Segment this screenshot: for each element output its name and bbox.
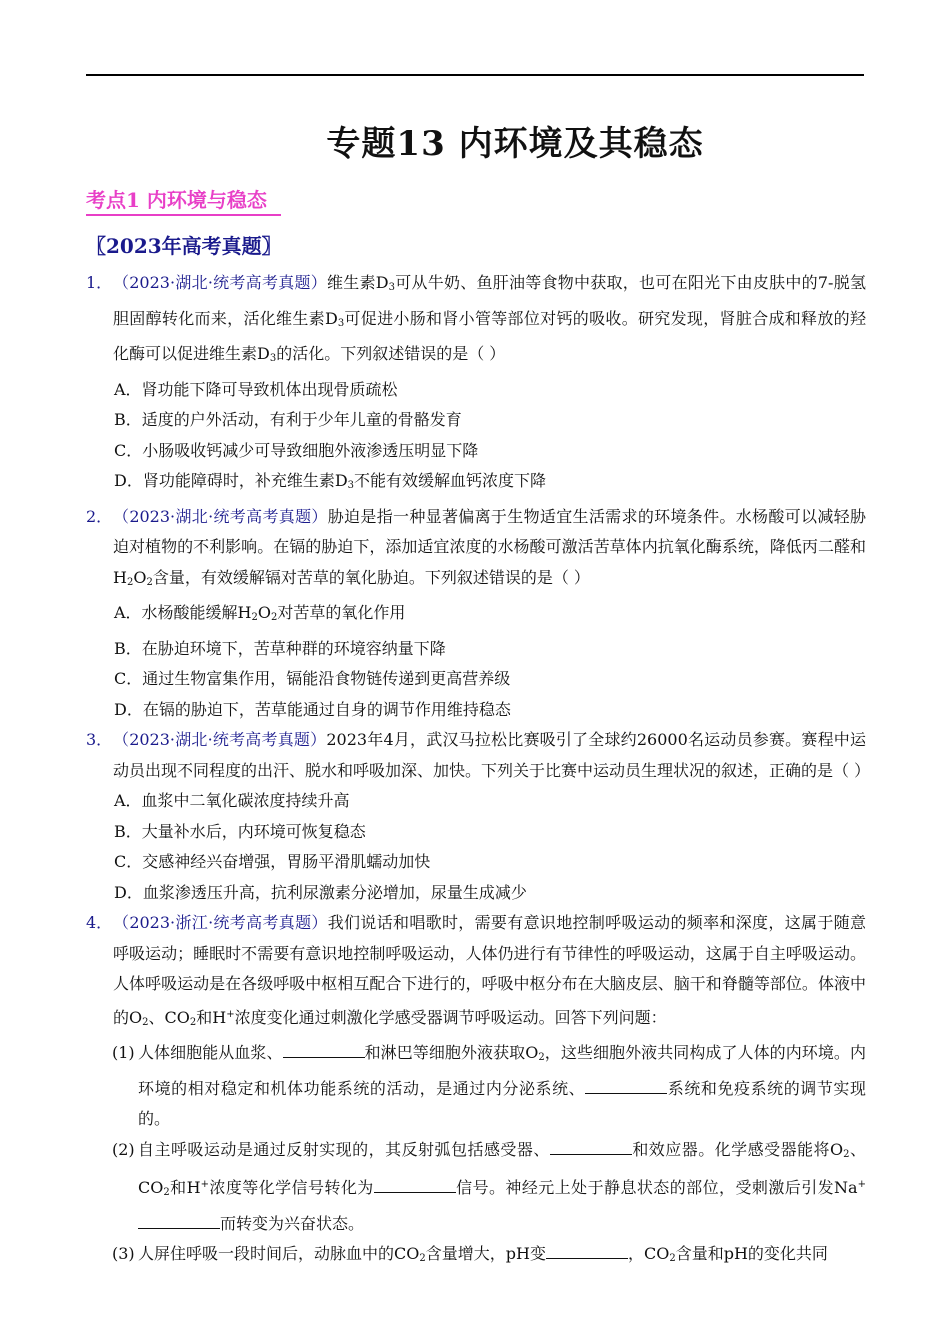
question-source: （2023·浙江·统考高考真题） — [113, 913, 328, 932]
option-c: C．通过生物富集作用，镉能沿食物链传递到更高营养级 — [114, 669, 511, 688]
question-text: 可促进小肠和肾小管等部位对钙的吸收。研究发现，肾脏合成和释放的羟化酶可以促进维生素D — [113, 308, 866, 363]
question-3 — [86, 725, 871, 786]
subscript: 2 — [126, 576, 134, 588]
superscript: + — [857, 1179, 866, 1190]
header-rule — [86, 74, 864, 76]
answer-blank[interactable] — [138, 1210, 220, 1229]
subscript: 2 — [843, 1148, 850, 1160]
subscript: 2 — [419, 1253, 426, 1264]
option-d: D．血浆渗透压升高，抗利尿激素分泌增加，尿量生成减少 — [114, 882, 527, 902]
sub-question-text: 浓度等化学信号转化为 — [208, 1178, 374, 1197]
subscript: 2 — [271, 612, 278, 623]
subscript: 3 — [388, 282, 395, 293]
sub-question-1 — [86, 1038, 866, 1135]
subscript: 2 — [251, 612, 258, 623]
option-text: A．水杨酸能缓解H — [114, 603, 252, 622]
option-b: B．适度的户外活动，有利于少年儿童的骨骼发育 — [114, 410, 462, 429]
question-2 — [86, 502, 866, 599]
answer-blank[interactable] — [546, 1240, 628, 1259]
option-a — [86, 598, 866, 634]
subscript: 2 — [163, 1187, 170, 1198]
subscript: 2 — [146, 576, 153, 588]
option-text: 不能有效缓解血钙浓度下降 — [354, 471, 547, 490]
question-text: 2023年4月，武汉马拉松比赛吸引了全球约26000名运动员参赛。赛程中运动员出现不同程度的出汗、脱水和呼吸加深、加快。下列关于比赛中运动员生理状况的叙述，正确的是（ ） — [113, 730, 871, 780]
question-text: 和H — [196, 1007, 227, 1027]
question-text: 维生素D — [326, 273, 389, 292]
subheading: 〖2023年高考真题〗 — [86, 234, 282, 258]
subscript: 2 — [142, 1016, 149, 1028]
sub-question-text: 和H — [169, 1178, 201, 1197]
option-b: B．在胁迫环境下，苦草种群的环境容纳量下降 — [114, 638, 446, 658]
sub-question-number: (2) — [112, 1139, 135, 1159]
sub-question-text: 自主呼吸运动是通过反射实现的，其反射弧包括感受器、 — [138, 1139, 550, 1159]
subscript: 2 — [538, 1052, 545, 1063]
question-source: （2023·湖北·统考高考真题） — [113, 273, 327, 292]
subscript: 3 — [269, 353, 277, 364]
sub-question-text: 人屏住呼吸一段时间后，动脉血中的CO — [138, 1244, 420, 1263]
question-text: 我们说话和唱歌时，需要有意识地控制呼吸运动的频率和深度，这属于随意呼吸运动；睡眠时不需要有意识地控制呼吸运动，人体仍进行有节律性的呼吸运动，这属于自主呼吸运动。人体呼吸运动是在各级呼吸中枢相互配合下进行的，呼吸中枢分布在大脑皮层、脑干和脊髓等部位。体液中的O — [113, 913, 866, 1027]
option-text: D．肾功能障碍时，补充维生素D — [114, 471, 348, 490]
answer-blank[interactable] — [550, 1136, 632, 1155]
sub-question-number: (3) — [112, 1244, 135, 1263]
question-number: 3． — [86, 730, 113, 749]
answer-blank[interactable] — [283, 1039, 365, 1058]
option-text: O — [257, 603, 272, 622]
subscript: 3 — [347, 480, 355, 491]
answer-blank[interactable] — [585, 1075, 667, 1094]
subscript: 3 — [337, 317, 345, 329]
question-text: 、CO — [148, 1007, 190, 1027]
sub-question-text: 和效应器。化学感受器能将O — [631, 1139, 844, 1159]
page-title: 专题13 内环境及其稳态 — [326, 124, 704, 164]
option-b: B．大量补水后，内环境可恢复稳态 — [114, 821, 366, 841]
sub-question-number: (1) — [112, 1043, 135, 1062]
question-text: 可从牛奶、鱼肝油等食物中获取，也可在阳光下由皮肤中的7-脱氢胆固醇转化而来，活化维生素D — [113, 273, 866, 328]
option-c: C．交感神经兴奋增强，胃肠平滑肌蠕动加快 — [114, 852, 431, 871]
question-text: 胁迫是指一种显著偏离于生物适宜生活需求的环境条件。水杨酸可以减轻胁迫对植物的不利影响。在镉的胁迫下，添加适宜浓度的水杨酸可激活苦草体内抗氧化酶系统，降低丙二醛和H — [113, 506, 866, 587]
option-d — [86, 466, 866, 502]
superscript: + — [200, 1179, 209, 1190]
sub-question-text: ，这些细胞外液共同构成了人体的内环境。内环境的相对稳定和机体功能系统的活动，是通过内分泌系统、 — [138, 1043, 866, 1098]
sub-question-2 — [86, 1135, 866, 1240]
subscript: 2 — [189, 1016, 197, 1028]
option-d: D．在镉的胁迫下，苦草能通过自身的调节作用维持稳态 — [114, 699, 511, 719]
question-source: （2023·湖北·统考高考真题） — [113, 506, 328, 526]
subscript: 2 — [669, 1253, 676, 1264]
sub-question-text: 而转变为兴奋状态。 — [220, 1213, 365, 1233]
question-number: 1． — [86, 273, 113, 292]
sub-question-text: 含量增大，pH变 — [425, 1244, 546, 1263]
sub-question-text: 人体细胞能从血浆、 — [138, 1043, 283, 1062]
section-heading: 考点1 内环境与稳态 — [86, 186, 281, 216]
superscript: + — [226, 1008, 235, 1020]
sub-question-text: 含量和pH的变化共同 — [675, 1244, 828, 1263]
question-text: 的活化。下列叙述错误的是（ ） — [276, 344, 506, 363]
question-text: 浓度变化通过刺激化学感受器调节呼吸运动。回答下列问题： — [234, 1007, 667, 1027]
option-a: A．肾功能下降可导致机体出现骨质疏松 — [114, 379, 398, 399]
sub-question-text: ，CO — [627, 1244, 670, 1263]
option-a: A．血浆中二氧化碳浓度持续升高 — [114, 791, 350, 810]
question-1 — [86, 268, 866, 375]
sub-question-text: 系统和免疫系统的调节实现的。 — [138, 1078, 866, 1128]
option-c: C．小肠吸收钙减少可导致细胞外液渗透压明显下降 — [114, 440, 479, 460]
question-list — [86, 268, 871, 1275]
question-number: 4． — [86, 913, 113, 932]
question-4 — [86, 908, 866, 1038]
sub-question-text: 信号。神经元上处于静息状态的部位，受刺激后引发Na — [455, 1178, 858, 1197]
question-text: 含量，有效缓解镉对苦草的氧化胁迫。下列叙述错误的是（ ） — [152, 567, 590, 587]
sub-question-text: 和淋巴等细胞外液获取O — [364, 1043, 539, 1062]
option-text: 对苦草的氧化作用 — [277, 603, 406, 622]
answer-blank[interactable] — [374, 1174, 456, 1193]
question-number: 2． — [86, 506, 113, 526]
question-text: O — [133, 567, 147, 587]
question-source: （2023·湖北·统考高考真题） — [113, 730, 327, 749]
sub-question-text: 、CO — [138, 1139, 866, 1197]
sub-question-3 — [86, 1239, 866, 1275]
